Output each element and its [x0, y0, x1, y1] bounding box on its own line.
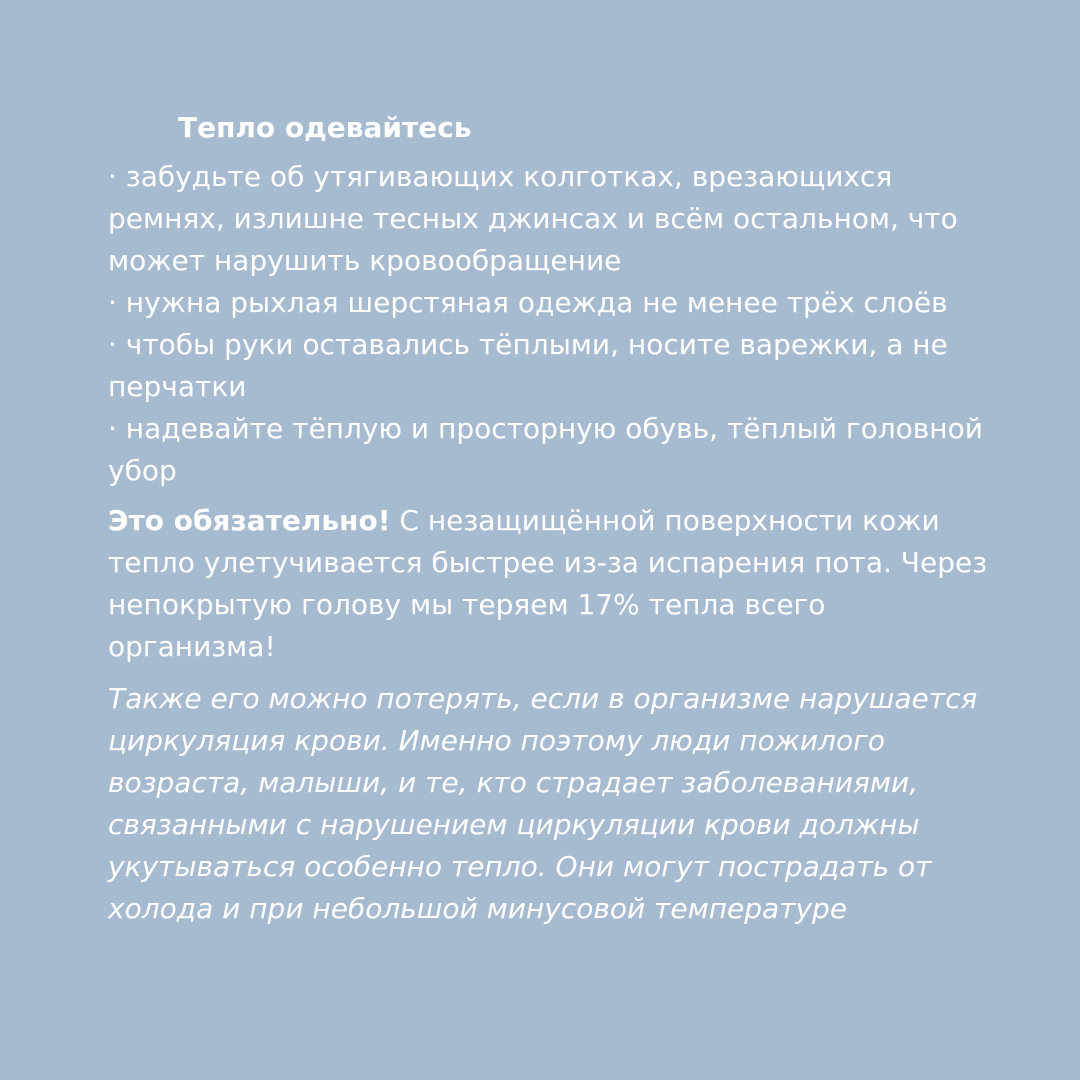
list-item: · нужна рыхлая шерстяная одежда не менее трёх слоёв — [108, 286, 948, 319]
list-item: · чтобы руки оставались тёплыми, носите варежки, а не перчатки — [108, 328, 948, 403]
important-paragraph — [108, 500, 988, 668]
text-block — [108, 108, 988, 930]
italic-note: Также его можно потерять, если в организме нарушается циркуляция крови. Именно поэтому люди пожилого возраста, малыши, и те, кто страдает заболеваниями, связанными с нарушением циркуляции крови должны укутываться особенно тепло. Они могут пострадать от холода и при небольшой минусовой температуре — [108, 682, 978, 925]
list-item: · надевайте тёплую и просторную обувь, тёплый головной убор — [108, 412, 983, 487]
important-lead: Это обязательно! — [108, 504, 391, 537]
section-title: Тепло одевайтесь — [178, 111, 472, 144]
tips-list — [108, 156, 988, 492]
important-text: С незащищённой поверхности кожи тепло улетучивается быстрее из-за испарения пота. Через непокрытую голову мы теряем 17% тепла всего организма! — [108, 504, 988, 663]
list-item: · забудьте об утягивающих колготках, врезающихся ремнях, излишне тесных джинсах и всём остальном, что может нарушить кровообращение — [108, 160, 958, 277]
